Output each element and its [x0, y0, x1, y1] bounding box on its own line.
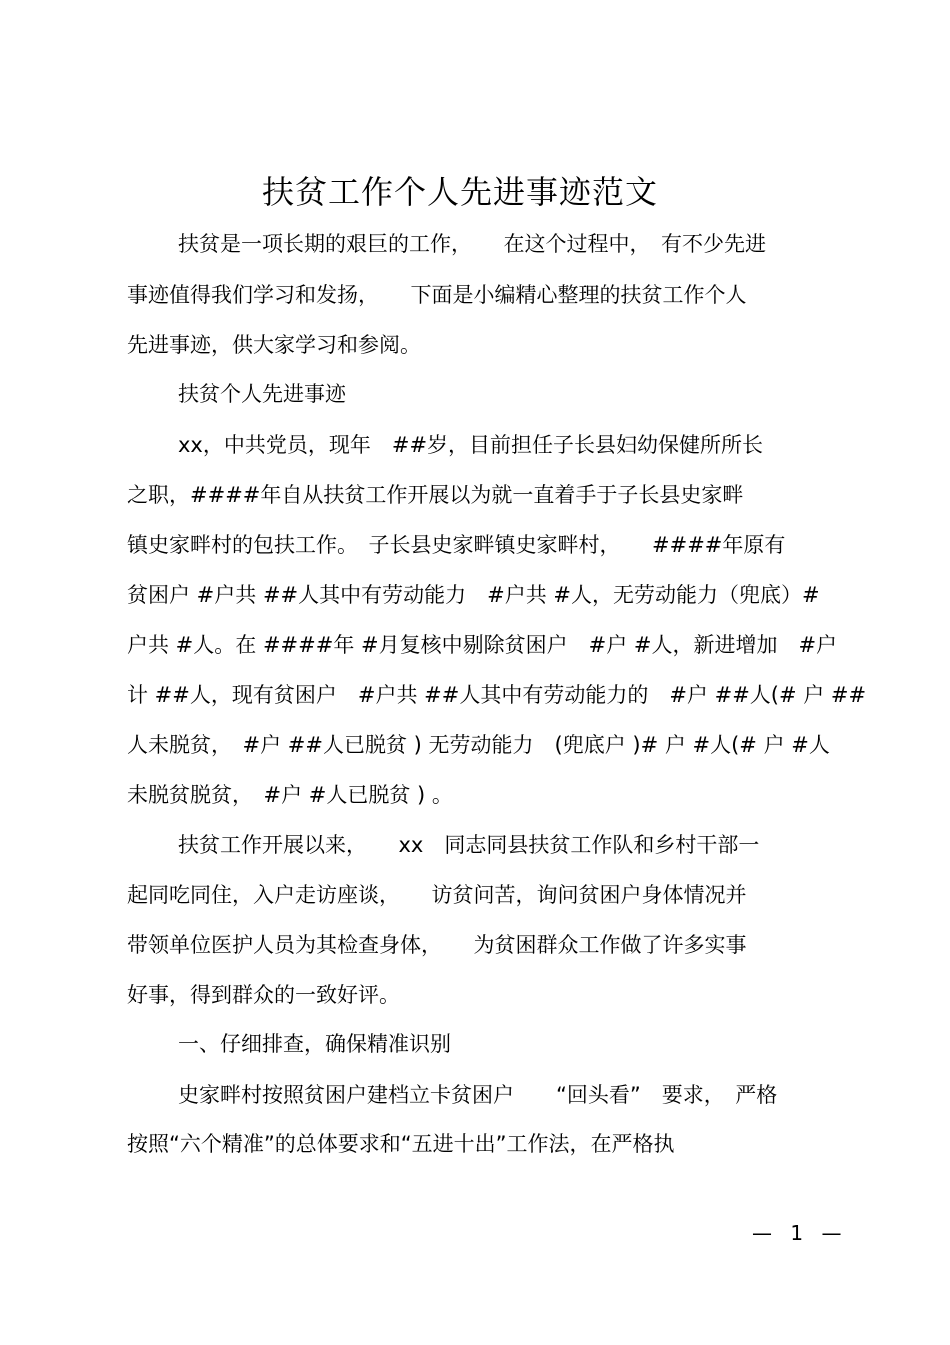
body-line: 未脱贫脱贫， #户 #人已脱贫 ) 。: [127, 783, 453, 807]
body-line: 人未脱贫， #户 ##人已脱贫 ) 无劳动能力 (兜底户 )# 户 #人(# 户 #人: [127, 733, 830, 757]
body-line: 史家畔村按照贫困户建档立卡贫困户 “回头看” 要求， 严格: [178, 1083, 778, 1107]
body-line: 镇史家畔村的包扶工作。 子长县史家畔镇史家畔村， ####年原有: [127, 533, 786, 557]
body-line: 起同吃同住，入户走访座谈， 访贫问苦，询问贫困户身体情况并: [127, 883, 747, 907]
body-line: 按照“六个精准”的总体要求和“五进十出”工作法，在严格执: [127, 1132, 675, 1156]
body-line: 贫困户 #户共 ##人其中有劳动能力 #户共 #人，无劳动能力（兜底）#: [127, 583, 820, 607]
body-line: xx，中共党员，现年 ##岁，目前担任子长县妇幼保健所所长: [178, 433, 764, 457]
body-line: 之职，####年自从扶贫工作开展以为就一直着手于子长县史家畔: [127, 483, 744, 507]
body-line: 扶贫是一项长期的艰巨的工作， 在这个过程中， 有不少先进: [178, 232, 766, 256]
section-heading: 一、仔细排查，确保精准识别: [178, 1032, 451, 1056]
body-line: 户共 #人。在 ####年 #月复核中剔除贫困户 #户 #人，新进增加 #户: [127, 633, 838, 657]
body-line: 先进事迹，供大家学习和参阅。: [127, 333, 421, 357]
page-number: — 1 —: [752, 1221, 848, 1245]
body-line: 带领单位医护人员为其检查身体， 为贫困群众工作做了许多实事: [127, 933, 747, 957]
body-line: 好事，得到群众的一致好评。: [127, 983, 400, 1007]
body-line: 计 ##人，现有贫困户 #户共 ##人其中有劳动能力的 #户 ##人(# 户 ##: [127, 683, 867, 707]
body-line: 事迹值得我们学习和发扬， 下面是小编精心整理的扶贫工作个人: [127, 283, 747, 307]
section-heading: 扶贫个人先进事迹: [178, 382, 346, 406]
document-title: 扶贫工作个人先进事迹范文: [261, 173, 658, 211]
body-line: 扶贫工作开展以来， xx 同志同县扶贫工作队和乡村干部一: [178, 833, 760, 857]
